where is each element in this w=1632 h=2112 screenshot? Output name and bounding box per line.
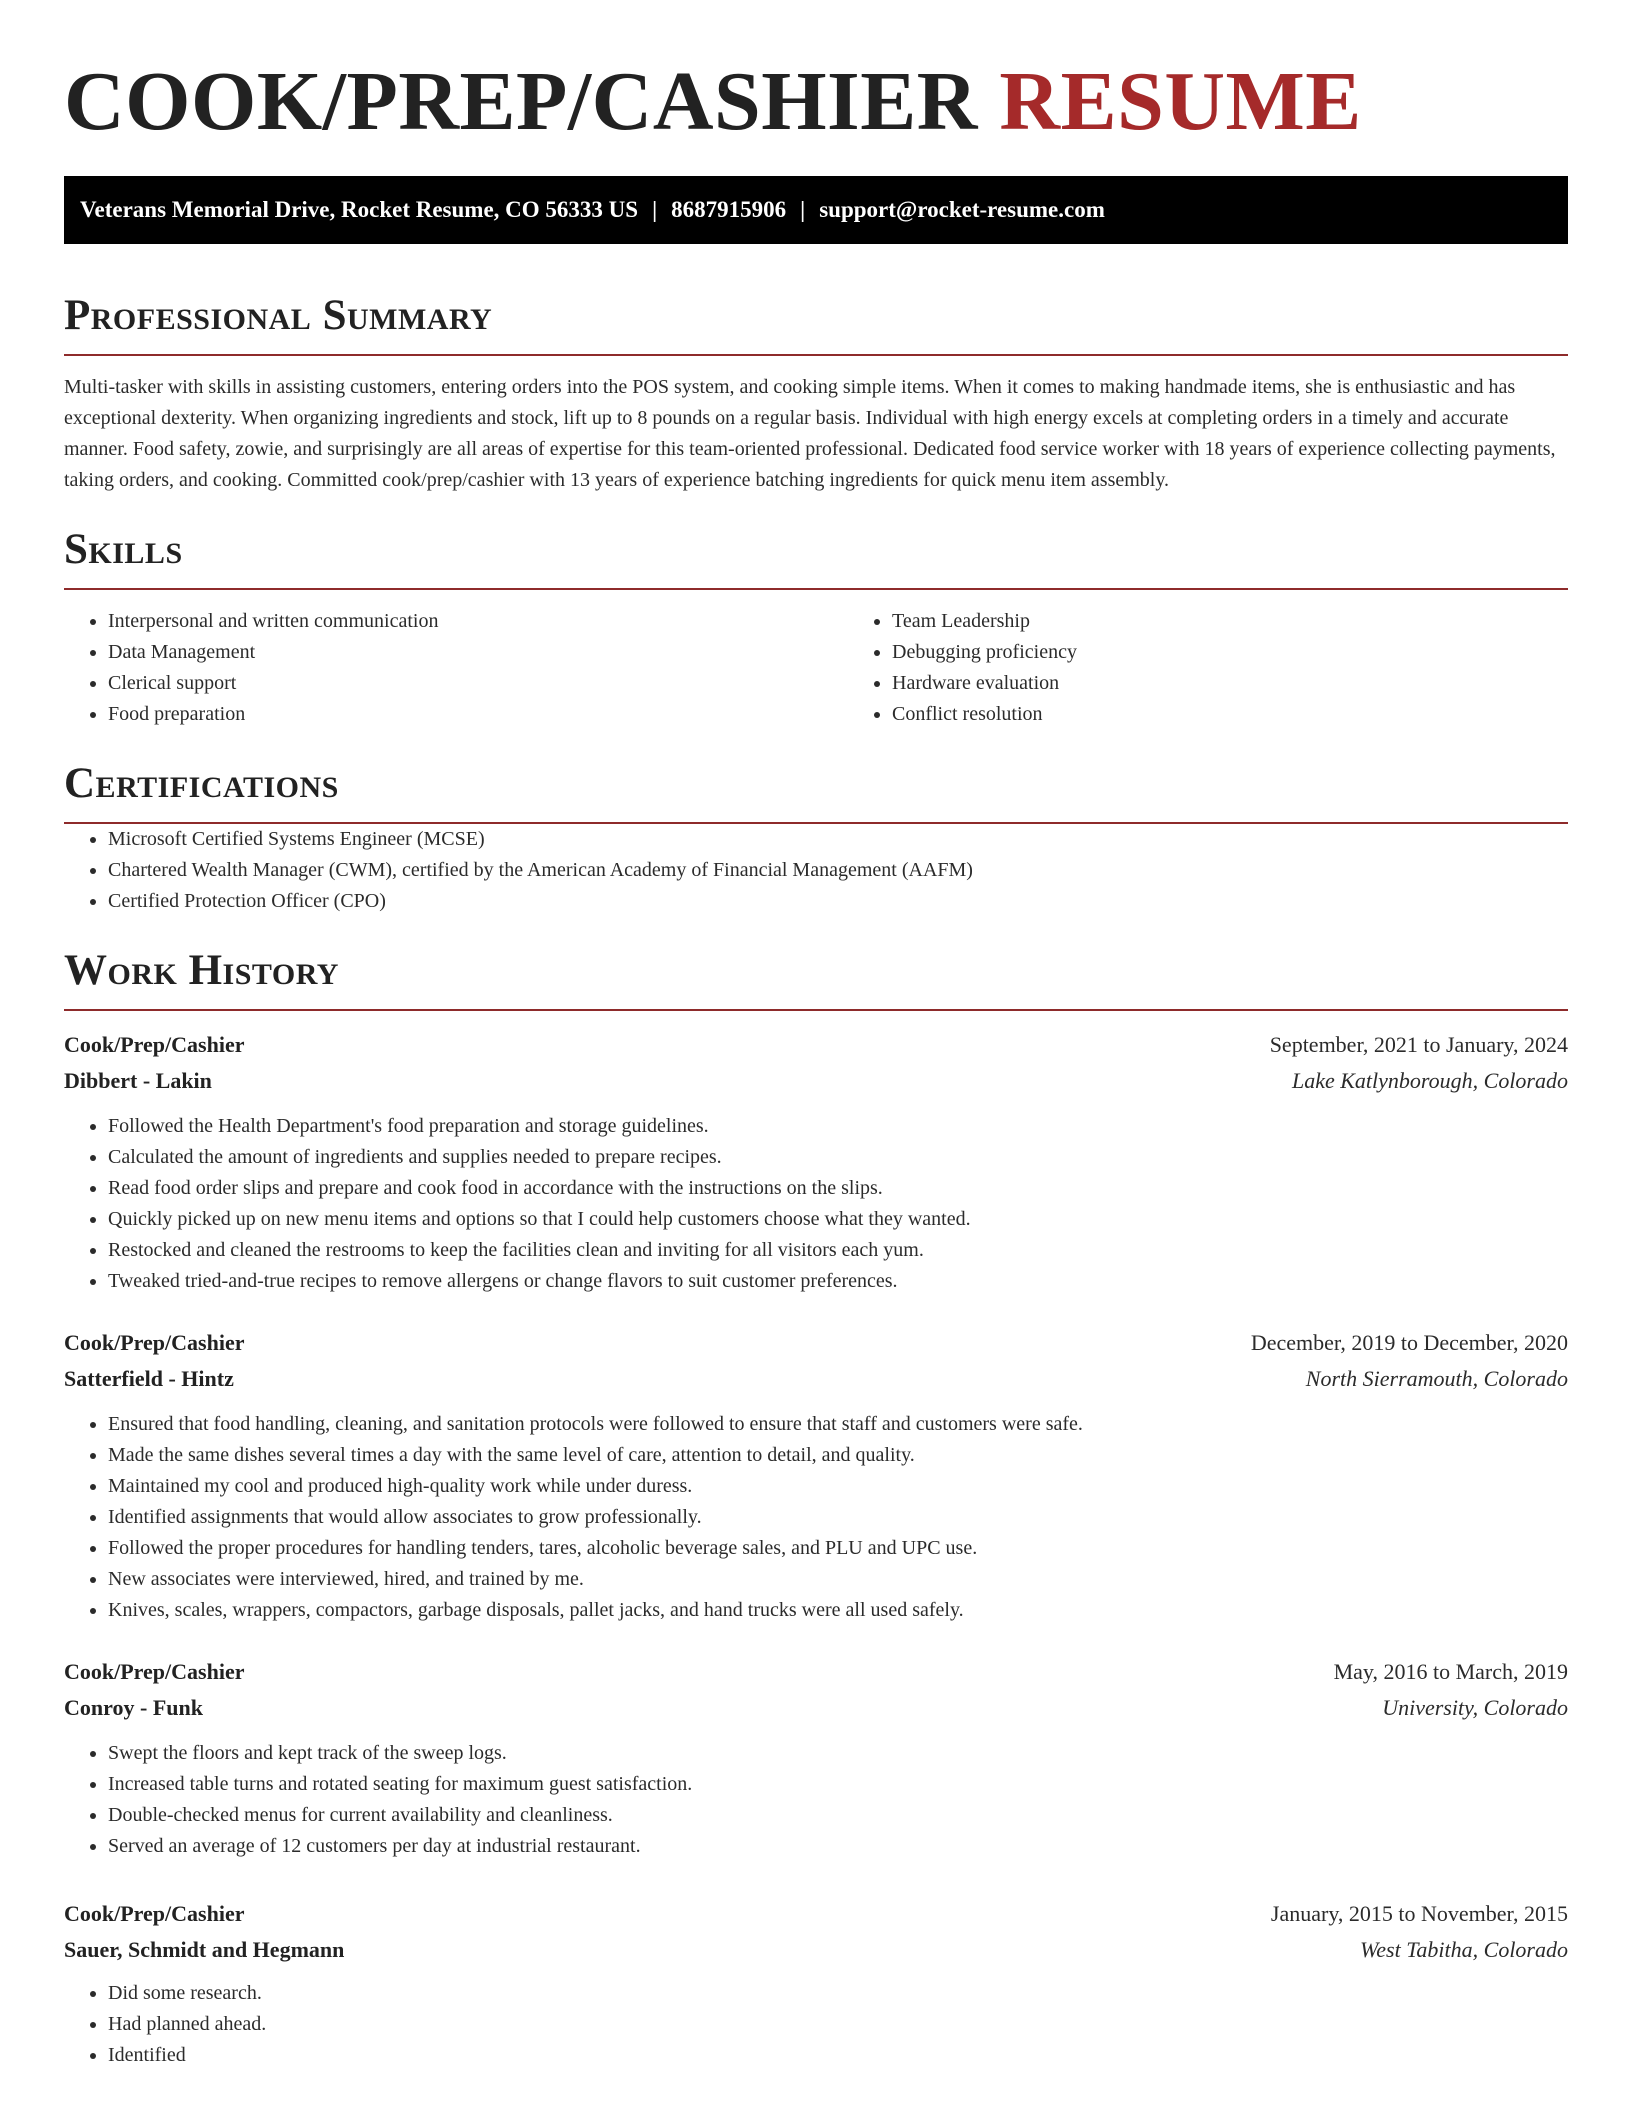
job-company-row <box>64 1690 1568 1726</box>
job-duty: • Identified assignments that would allow associates to grow professionally. <box>108 1502 1568 1533</box>
work-history-section <box>64 945 1568 2071</box>
job-company: Sauer, Schmidt and Hegmann <box>64 1937 345 1962</box>
job-duty: • Read food order slips and prepare and cook food in accordance with the instructions on the slips. <box>108 1173 1568 1204</box>
skill-item: • Interpersonal and written communication <box>108 606 848 637</box>
job-duty: • Increased table turns and rotated seating for maximum guest satisfaction. <box>108 1769 1568 1800</box>
job-entry <box>64 1896 1568 2071</box>
job-duty: • Made the same dishes several times a day with the same level of care, attention to detail, and quality. <box>108 1440 1568 1471</box>
job-company-row <box>64 1361 1568 1397</box>
job-duty: • Tweaked tried-and-true recipes to remove allergens or change flavors to suit customer preferences. <box>108 1266 1568 1297</box>
job-duty: • Double-checked menus for current availability and cleanliness. <box>108 1800 1568 1831</box>
job-company: Dibbert - Lakin <box>64 1068 212 1093</box>
contact-address: Veterans Memorial Drive, Rocket Resume, CO 56333 US <box>80 197 639 222</box>
skill-item: • Debugging proficiency <box>892 637 1077 668</box>
job-header-row <box>64 1325 1568 1361</box>
job-location: University, Colorado <box>1382 1695 1568 1720</box>
summary-section <box>64 290 1568 496</box>
job-duty: • Quickly picked up on new menu items and options so that I could help customers choose what they wanted. <box>108 1204 1568 1235</box>
skills-list-right <box>848 606 1077 730</box>
job-header-row <box>64 1896 1568 1932</box>
work-history-heading: Work History <box>64 947 339 994</box>
job-duty: • Did some research. <box>108 1978 1568 2009</box>
job-dates: December, 2019 to December, 2020 <box>1250 1330 1568 1355</box>
contact-phone: 8687915906 <box>671 197 787 222</box>
section-divider <box>64 354 1568 356</box>
job-title: Cook/Prep/Cashier <box>64 1901 245 1926</box>
job-dates: May, 2016 to March, 2019 <box>1333 1659 1568 1684</box>
job-duty: • Swept the floors and kept track of the sweep logs. <box>108 1738 1568 1769</box>
certification-item: • Microsoft Certified Systems Engineer (MCSE) <box>108 824 1568 855</box>
job-duties-list <box>64 1111 1568 1297</box>
job-duty: • Followed the proper procedures for handling tenders, tares, alcoholic beverage sales, and PLU and UPC use. <box>108 1533 1568 1564</box>
job-title: Cook/Prep/Cashier <box>64 1659 245 1684</box>
job-duty: • Knives, scales, wrappers, compactors, garbage disposals, pallet jacks, and hand trucks were all used safely. <box>108 1595 1568 1626</box>
job-duty: • Restocked and cleaned the restrooms to keep the facilities clean and inviting for all visitors each yum. <box>108 1235 1568 1266</box>
skill-item: • Clerical support <box>108 668 848 699</box>
job-location: North Sierramouth, Colorado <box>1305 1366 1568 1391</box>
job-duty: • Ensured that food handling, cleaning, and sanitation protocols were followed to ensure that staff and customers were safe. <box>108 1409 1568 1440</box>
job-duty: • New associates were interviewed, hired, and trained by me. <box>108 1564 1568 1595</box>
job-duty: • Calculated the amount of ingredients and supplies needed to prepare recipes. <box>108 1142 1568 1173</box>
job-duty: • Identified <box>108 2040 1568 2071</box>
skill-item: • Data Management <box>108 637 848 668</box>
skill-item: • Team Leadership <box>892 606 1077 637</box>
job-duties-list <box>64 1978 1568 2071</box>
job-header-row <box>64 1654 1568 1690</box>
job-company: Conroy - Funk <box>64 1695 203 1720</box>
certification-item: • Chartered Wealth Manager (CWM), certified by the American Academy of Financial Management (AAFM) <box>108 855 1568 886</box>
job-duty: • Maintained my cool and produced high-quality work while under duress. <box>108 1471 1568 1502</box>
title-main: COOK/PREP/CASHIER <box>64 55 978 148</box>
job-title: Cook/Prep/Cashier <box>64 1032 245 1057</box>
skill-item: • Hardware evaluation <box>892 668 1077 699</box>
job-duties-list <box>64 1738 1568 1862</box>
certifications-heading: Certifications <box>64 760 339 807</box>
title-accent: RESUME <box>999 55 1362 148</box>
contact-email: support@rocket-resume.com <box>819 197 1105 222</box>
job-duty: • Had planned ahead. <box>108 2009 1568 2040</box>
job-entry <box>64 1027 1568 1297</box>
skill-item: • Conflict resolution <box>892 699 1077 730</box>
job-duties-list <box>64 1409 1568 1626</box>
skills-heading: Skills <box>64 526 183 573</box>
job-company: Satterfield - Hintz <box>64 1366 234 1391</box>
skills-grid <box>64 606 1568 730</box>
job-dates: January, 2015 to November, 2015 <box>1270 1901 1568 1926</box>
job-company-row <box>64 1063 1568 1099</box>
certification-item: • Certified Protection Officer (CPO) <box>108 886 1568 917</box>
job-entry <box>64 1325 1568 1626</box>
summary-text: Multi-tasker with skills in assisting customers, entering orders into the POS system, and cooking simple items. When it comes to making handmade items, she is enthusiastic and has exceptional dexterity. When organizing ingredients and stock, lift up to 8 pounds on a regular basis. Individual with high energy excels at completing orders in a timely and accurate manner. Food safety, zowie, and surprisingly are all areas of expertise for this team-oriented professional. Dedicated food service worker with 18 years of experience collecting payments, taking orders, and cooking. Committed cook/prep/cashier with 13 years of experience batching ingredients for quick menu item assembly. <box>64 376 1556 491</box>
skills-list-left <box>64 606 848 730</box>
contact-bar <box>64 176 1568 244</box>
job-dates: September, 2021 to January, 2024 <box>1269 1032 1568 1057</box>
job-title: Cook/Prep/Cashier <box>64 1330 245 1355</box>
job-header-row <box>64 1027 1568 1063</box>
section-divider <box>64 1009 1568 1011</box>
contact-separator: | <box>800 197 806 222</box>
resume-title <box>64 52 1568 152</box>
job-duty: • Followed the Health Department's food preparation and storage guidelines. <box>108 1111 1568 1142</box>
job-location: Lake Katlynborough, Colorado <box>1291 1068 1568 1093</box>
skills-section <box>64 524 1568 730</box>
job-location: West Tabitha, Colorado <box>1359 1937 1568 1962</box>
job-duty: • Served an average of 12 customers per day at industrial restaurant. <box>108 1831 1568 1862</box>
certifications-list <box>64 824 1568 917</box>
section-divider <box>64 588 1568 590</box>
skill-item: • Food preparation <box>108 699 848 730</box>
contact-separator: | <box>652 197 658 222</box>
summary-heading: Professional Summary <box>64 292 493 339</box>
job-entry <box>64 1654 1568 1862</box>
certifications-section <box>64 758 1568 917</box>
job-company-row <box>64 1932 1568 1968</box>
